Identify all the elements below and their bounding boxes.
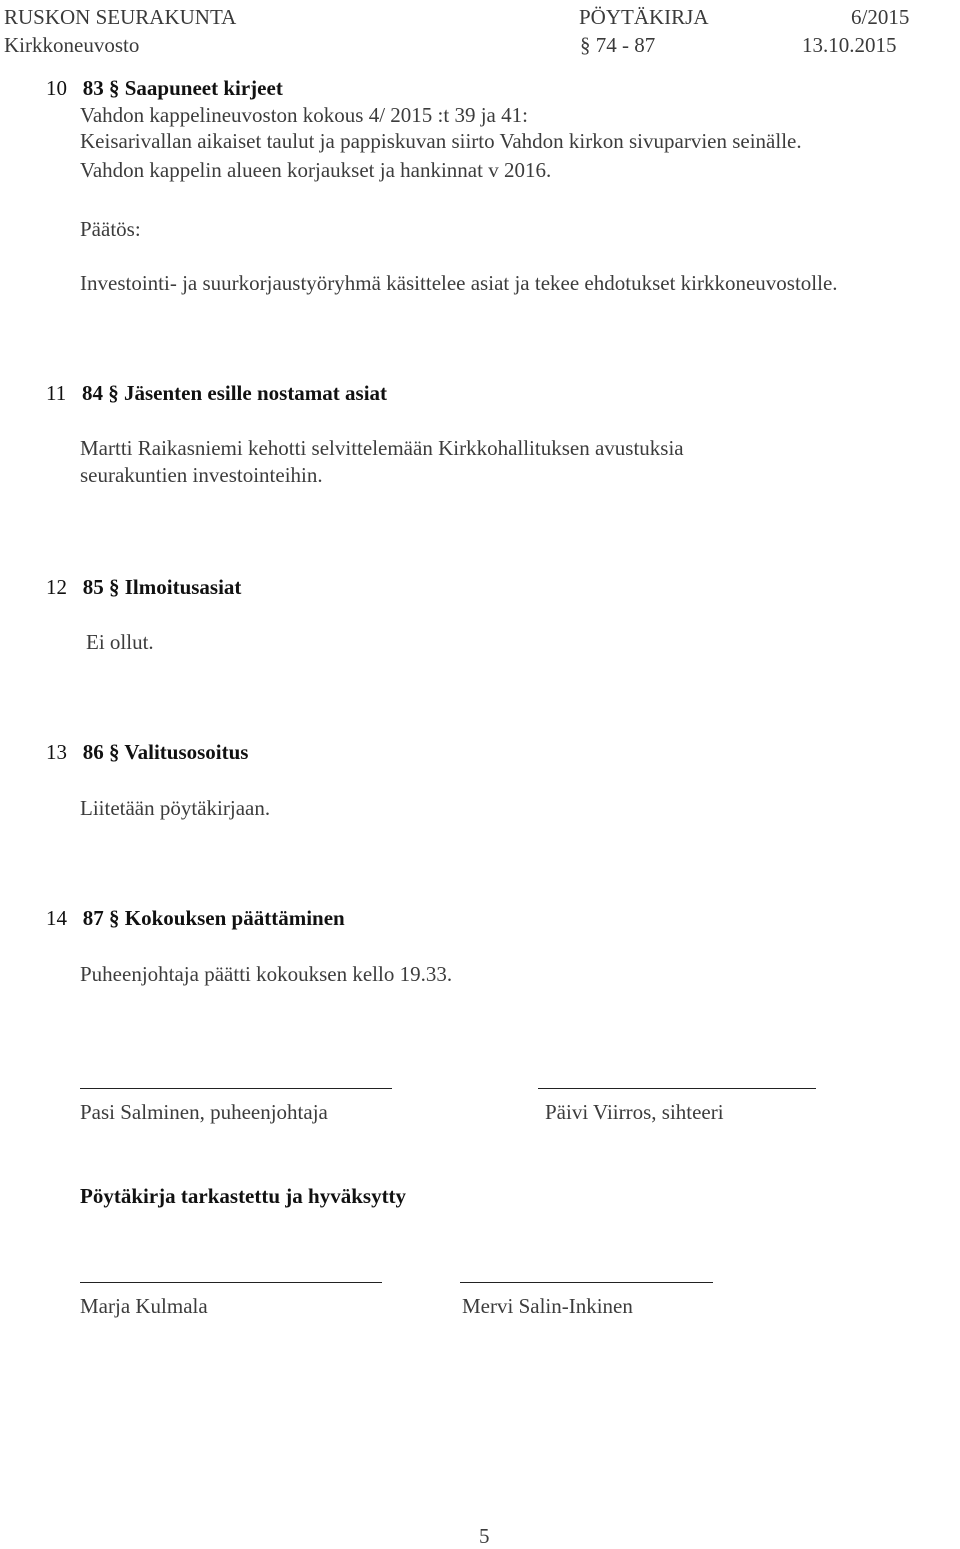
signature-line bbox=[460, 1282, 713, 1283]
meeting-date: 13.10.2015 bbox=[802, 33, 897, 57]
item-heading bbox=[46, 380, 387, 406]
section-number: 86 § bbox=[82, 740, 120, 764]
item-number: 13 bbox=[46, 740, 67, 764]
item-number: 14 bbox=[46, 906, 67, 930]
section-number: 84 § bbox=[81, 381, 119, 405]
secretary-signature-name: Päivi Viirros, sihteeri bbox=[545, 1100, 724, 1124]
item-number: 12 bbox=[46, 575, 67, 599]
item-title: Kokouksen päättäminen bbox=[124, 906, 345, 930]
decision-label: Päätös: bbox=[80, 217, 141, 241]
item-heading bbox=[46, 739, 248, 765]
item-text-line: Ei ollut. bbox=[86, 630, 154, 654]
checker-signature-name: Marja Kulmala bbox=[80, 1294, 208, 1318]
organization-name: RUSKON SEURAKUNTA bbox=[4, 5, 237, 29]
item-text-line: Vahdon kappelineuvoston kokous 4/ 2015 :t 39 ja 41: bbox=[80, 103, 528, 127]
section-number: 83 § bbox=[82, 76, 120, 100]
signature-line bbox=[538, 1088, 816, 1089]
signature-line bbox=[80, 1088, 392, 1089]
item-title: Jäsenten esille nostamat asiat bbox=[123, 381, 388, 405]
item-heading bbox=[46, 75, 283, 101]
approval-heading: Pöytäkirja tarkastettu ja hyväksytty bbox=[80, 1184, 407, 1208]
document-type: PÖYTÄKIRJA bbox=[579, 5, 709, 29]
section-number: 85 § bbox=[82, 575, 120, 599]
item-text-line: Vahdon kappelin alueen korjaukset ja hankinnat v 2016. bbox=[80, 158, 552, 182]
item-text-line: Liitetään pöytäkirjaan. bbox=[80, 796, 271, 820]
section-number: 87 § bbox=[82, 906, 120, 930]
item-text-line: Keisarivallan aikaiset taulut ja pappiskuvan siirto Vahdon kirkon sivuparvien seinälle. bbox=[80, 129, 802, 153]
item-heading bbox=[46, 905, 345, 931]
decision-text: Investointi- ja suurkorjaustyöryhmä käsittelee asiat ja tekee ehdotukset kirkkoneuvostolle. bbox=[80, 271, 838, 295]
board-name: Kirkkoneuvosto bbox=[4, 33, 140, 57]
item-text-line: seurakuntien investointeihin. bbox=[80, 463, 323, 487]
item-title: Ilmoitusasiat bbox=[124, 575, 242, 599]
item-title: Valitusosoitus bbox=[124, 740, 249, 764]
signature-line bbox=[80, 1282, 382, 1283]
item-text-line: Puheenjohtaja päätti kokouksen kello 19.33. bbox=[80, 962, 453, 986]
item-title: Saapuneet kirjeet bbox=[124, 76, 283, 100]
item-number: 11 bbox=[46, 381, 67, 405]
checker-signature-name: Mervi Salin-Inkinen bbox=[462, 1294, 633, 1318]
chair-signature-name: Pasi Salminen, puheenjohtaja bbox=[80, 1100, 328, 1124]
page-number: 5 bbox=[479, 1524, 490, 1548]
document-number: 6/2015 bbox=[851, 5, 910, 29]
section-range: § 74 - 87 bbox=[580, 33, 656, 57]
item-heading bbox=[46, 574, 241, 600]
item-text-line: Martti Raikasniemi kehotti selvittelemään Kirkkohallituksen avustuksia bbox=[80, 436, 684, 460]
item-number: 10 bbox=[46, 76, 67, 100]
